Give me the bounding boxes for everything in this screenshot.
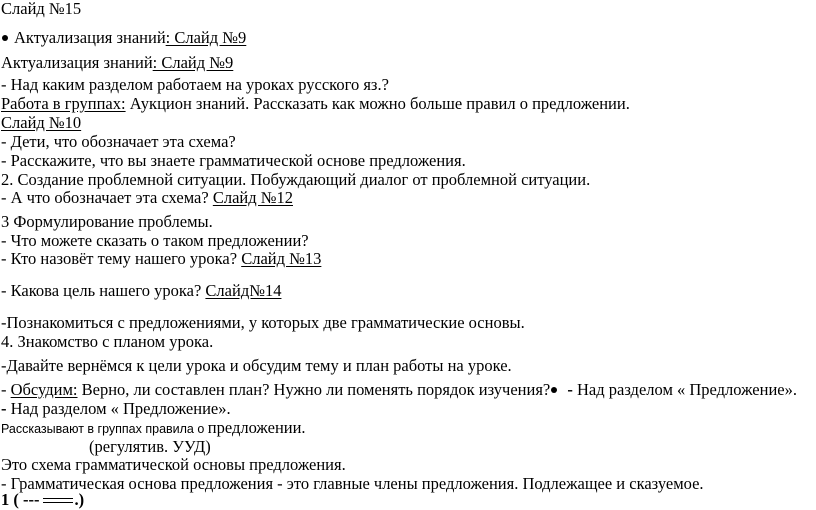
dash-text: - <box>1 380 11 399</box>
slide-12-link: Слайд №12 <box>212 188 293 207</box>
bullet-icon <box>551 387 557 393</box>
return-to-goal-line: -Давайте вернёмся к цели урока и обсудим тему и план работы на уроке. <box>1 356 512 375</box>
group-rules-text: Рассказывают в группах правила о <box>1 422 208 436</box>
group-rules-line <box>1 418 306 439</box>
bullet-line-knowledge-update <box>1 28 246 48</box>
question-section-line: - Над каким разделом работаем на уроках русского яз.? <box>1 75 389 94</box>
slide-13-link: Слайд №13 <box>241 249 322 268</box>
lesson-topic-line <box>1 249 321 269</box>
knowledge-update-label: Актуализация знаний <box>1 53 153 72</box>
scheme-question-line <box>1 188 293 208</box>
scheme-explain-line: Это схема грамматической основы предложения. <box>1 455 346 474</box>
dash-text: - <box>563 380 577 399</box>
plan-intro-line: 4. Знакомство с планом урока. <box>1 332 214 351</box>
sentence-question-line: - Что можете сказать о таком предложении? <box>1 231 309 250</box>
slide-9-link: : Слайд №9 <box>152 53 234 72</box>
double-underline-symbol-icon <box>43 498 73 503</box>
slide-10-link: Слайд №10 <box>1 113 82 132</box>
dash-text: - <box>1 399 11 418</box>
lesson-goal-text: - Какова цель нашего урока? <box>1 281 206 300</box>
lesson-topic-text: - Кто назовёт тему нашего урока? <box>1 249 242 268</box>
formula-end: .) <box>74 490 85 509</box>
group-work-line <box>1 94 630 114</box>
knowledge-update-line <box>1 53 233 73</box>
problem-situation-line: 2. Создание проблемной ситуации. Побуждающий диалог от проблемной ситуации. <box>1 170 591 189</box>
goal-answer-line: -Познакомиться с предложениями, у которых две грамматические основы. <box>1 313 525 332</box>
discuss-text: Верно, ли составлен план? Нужно ли поменять порядок изучения? <box>77 380 551 399</box>
formula-start: 1 ( --- <box>1 490 40 509</box>
grammar-definition-line: - Грамматическая основа предложения - это главные члены предложения. Подлежащее и сказуемое. <box>1 474 704 493</box>
lesson-goal-line <box>1 281 281 301</box>
scheme-formula-line <box>1 490 84 510</box>
discuss-line <box>1 380 797 400</box>
bullet-icon <box>2 35 8 41</box>
scheme-question-text: - А что обозначает эта схема? <box>1 188 213 207</box>
knowledge-update-label: Актуализация знаний <box>14 28 166 47</box>
group-work-label: Работа в группах: <box>1 94 126 113</box>
question-scheme-line: - Дети, что обозначает эта схема? <box>1 132 236 151</box>
slide-15-heading: Слайд №15 <box>1 0 82 18</box>
section-text: Над разделом « Предложение». <box>10 399 231 418</box>
section-text: Над разделом « Предложение». <box>577 380 797 399</box>
problem-formulation-line: 3 Формулирование проблемы. <box>1 212 213 231</box>
section-line <box>1 399 231 419</box>
group-rules-word: предложении. <box>207 418 306 437</box>
discuss-label: Обсудим: <box>10 380 78 399</box>
slide-14-link: Слайд№14 <box>205 281 282 300</box>
regulative-line: (регулятив. УУД) <box>89 437 211 456</box>
slide-9-link: : Слайд №9 <box>165 28 247 47</box>
group-work-text: Аукцион знаний. Рассказать как можно больше правил о предложении. <box>125 94 630 113</box>
tell-grammar-line: - Расскажите, что вы знаете грамматической основе предложения. <box>1 151 466 170</box>
